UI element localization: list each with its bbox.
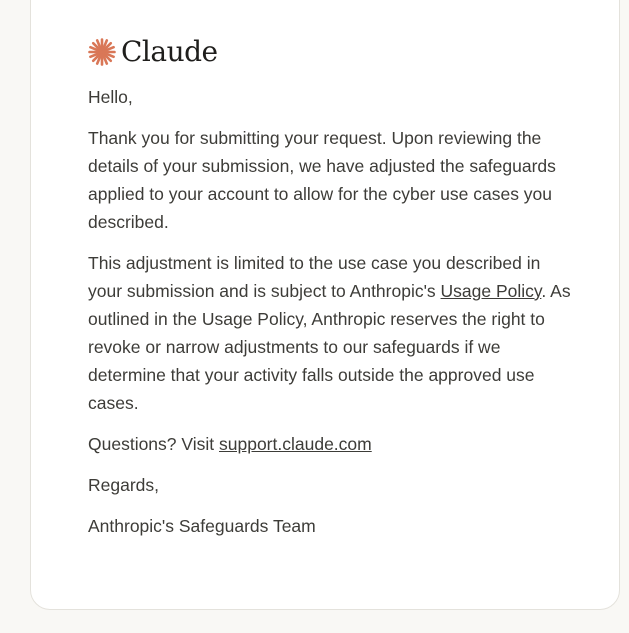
greeting: Hello, [88, 87, 133, 107]
brand-name: Claude [121, 35, 218, 68]
claude-logo [88, 35, 218, 68]
paragraph-usage-policy-rest: . As outlined in the Usage Policy, Anthropic reserves the right to revoke or narrow adjustments to our safeguards if we determine that your activity falls outside the approved use cases. [88, 281, 571, 413]
email-body [88, 83, 578, 553]
paragraph-request-approved: Thank you for submitting your request. Upon reviewing the details of your submission, we have adjusted the safeguards applied to your account to allow for the cyber use cases you described. [88, 128, 556, 232]
questions-prefix: Questions? Visit [88, 434, 219, 454]
signature: Anthropic's Safeguards Team [88, 516, 316, 536]
email-card [30, 0, 620, 610]
paragraph-usage-policy [88, 249, 578, 417]
closing: Regards, [88, 475, 160, 495]
support-link[interactable]: support.claude.com [219, 434, 372, 454]
paragraph-usage-policy-intro: This adjustment is limited to the use case you described in your submission and is subject to Anthropic's [88, 253, 541, 301]
questions-line [88, 430, 578, 458]
claude-starburst-icon [88, 38, 116, 66]
usage-policy-link[interactable]: Usage Policy [440, 281, 542, 301]
